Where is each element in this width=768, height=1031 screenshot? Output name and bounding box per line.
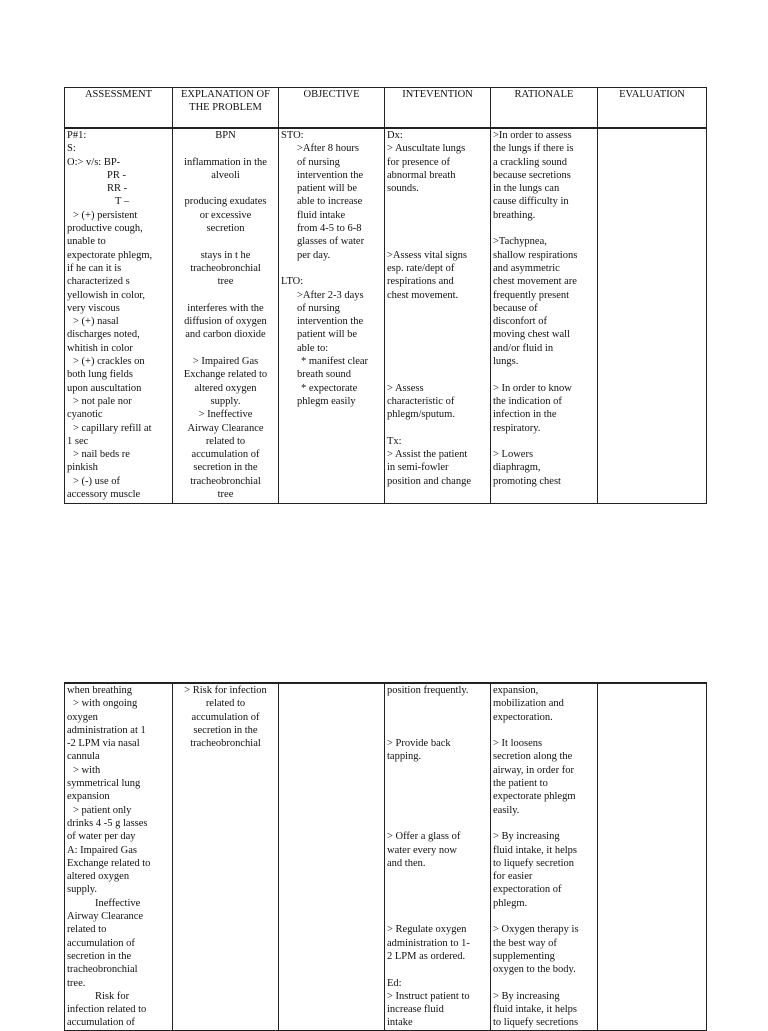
cell-line: supply. [210, 395, 241, 407]
cell-line: esp. rate/dept of [387, 262, 455, 274]
cell-line: supplementing [493, 950, 555, 962]
cell-line: secretion along the [493, 751, 573, 763]
evaluation-cell [598, 128, 707, 504]
cell-line: airway, in order for [493, 764, 574, 776]
cell-line: able to increase [297, 196, 363, 208]
cell-line: -2 LPM via nasal [67, 738, 140, 750]
cell-line [387, 963, 488, 976]
cell-line: of nursing [297, 156, 340, 168]
care-plan-row [65, 128, 707, 504]
cell-line: S: [67, 143, 76, 155]
cell-line: and carbon dioxide [185, 329, 266, 341]
cell-line: infection in the [493, 409, 557, 421]
care-plan-page-1 [64, 87, 706, 504]
cell-line: > By increasing [493, 831, 560, 843]
cell-line: oxygen to the body. [493, 964, 576, 976]
cell-line: > By increasing [493, 990, 560, 1002]
cell-line [387, 328, 488, 341]
cell-line: Tx: [387, 435, 402, 447]
cell-line: breath sound [297, 369, 351, 381]
cell-line: accessory muscle [67, 489, 141, 501]
cell-line [387, 222, 488, 235]
cell-line: supply. [67, 884, 97, 896]
cell-line: to liquefy secretion [493, 857, 575, 869]
cell-line: Ineffective [95, 897, 141, 909]
cell-line: Ed: [387, 977, 402, 989]
cell-line [493, 368, 595, 381]
cell-line: position and change [387, 475, 471, 487]
cell-line: characterized s [67, 276, 130, 288]
cell-line: glasses of water [297, 236, 365, 248]
cell-line: > (+) nasal [73, 316, 119, 328]
cell-line: and asymmetric [493, 262, 560, 274]
intervention-cell [385, 128, 491, 504]
cell-line: patient will be [297, 329, 358, 341]
header-evaluation: EVALUATION [598, 88, 707, 129]
cell-line: > Provide back [387, 738, 451, 750]
cell-line: O:> v/s: BP- [67, 156, 121, 168]
cell-line [387, 724, 488, 737]
cell-line: STO: [281, 130, 304, 141]
cell-line: when breathing [67, 685, 133, 696]
cell-line: very viscous [67, 302, 120, 314]
cell-line: tracheobronchial [190, 475, 261, 487]
cell-line [387, 422, 488, 435]
cell-line [387, 355, 488, 368]
cell-line: intervention the [297, 169, 364, 181]
rationale-cell [491, 683, 598, 1030]
cell-line: and/or fluid in [493, 342, 554, 354]
cell-line: because secretions [493, 169, 571, 181]
cell-line [387, 235, 488, 248]
nursing-care-plan-table [64, 87, 707, 504]
cell-line: oxygen [67, 711, 98, 723]
cell-line: 1 sec [67, 435, 89, 447]
cell-line: both lung fields [67, 369, 133, 381]
cell-line [175, 289, 276, 302]
cell-line: tree [217, 276, 234, 288]
cell-line [387, 302, 488, 315]
cell-line: Airway Clearance [67, 911, 144, 923]
cell-line: accumulation of [67, 1017, 135, 1029]
cell-line [281, 262, 382, 275]
cell-line: > nail beds re [73, 449, 130, 461]
cell-line: able to: [297, 342, 329, 354]
header-objective: OBJECTIVE [279, 88, 385, 129]
cell-line: yellowish in color, [67, 289, 146, 301]
cell-line [387, 817, 488, 830]
cell-line: > Assess [387, 382, 424, 394]
cell-line: > Offer a glass of [387, 831, 461, 843]
cell-line [387, 711, 488, 724]
cell-line: fluid intake, it helps [493, 844, 577, 856]
cell-line: if he can it is [67, 262, 122, 274]
cell-line: abnormal breath [387, 169, 456, 181]
cell-line: accumulation of [191, 449, 260, 461]
cell-line: Risk for [95, 990, 130, 1002]
cell-line: water every now [387, 844, 457, 856]
cell-line: increase fluid [387, 1004, 444, 1016]
explanation-cell [173, 683, 279, 1030]
cell-line: patient will be [297, 183, 358, 195]
cell-line: diffusion of oxygen [184, 316, 267, 328]
cell-line: > (+) crackles on [73, 356, 145, 368]
header-rationale: RATIONALE [491, 88, 598, 129]
cell-line: respirations and [387, 276, 454, 288]
cell-line [387, 195, 488, 208]
cell-line: tracheobronchial [190, 738, 261, 750]
cell-line: breathing. [493, 209, 536, 221]
cell-line [387, 315, 488, 328]
cell-line: >Assess vital signs [387, 249, 468, 261]
cell-line: fluid intake, it helps [493, 1004, 577, 1016]
cell-line: chest movement. [387, 289, 459, 301]
nursing-care-plan-table-continued [64, 682, 707, 1031]
cell-line: > Impaired Gas [192, 356, 259, 368]
cell-line: tracheobronchial [190, 262, 261, 274]
rationale-cell [491, 128, 598, 504]
cell-line: expectorate phlegm [493, 791, 576, 803]
cell-line [175, 342, 276, 355]
cell-line: the patient to [493, 778, 548, 790]
cell-line [175, 142, 276, 155]
cell-line [387, 764, 488, 777]
cell-line: > patient only [73, 804, 132, 816]
cell-line: PR - [107, 169, 126, 181]
cell-line: tapping. [387, 751, 422, 763]
cell-line: related to [67, 924, 107, 936]
cell-line: T – [115, 196, 130, 208]
cell-line: secretion in the [67, 950, 132, 962]
cell-line: * manifest clear [301, 356, 369, 368]
cell-line: whitish in color [67, 342, 133, 354]
cell-line: Exchange related to [183, 369, 268, 381]
cell-line: accumulation of [191, 711, 260, 723]
cell-line: intake [387, 1017, 413, 1029]
cell-line: secretion in the [193, 724, 258, 736]
cell-line: > Ineffective [198, 409, 253, 421]
cell-line: Exchange related to [67, 857, 151, 869]
cell-line: chest movement are [493, 276, 577, 288]
cell-line: BPN [215, 130, 236, 141]
cell-line: tree [217, 489, 234, 501]
cell-line: symmetrical lung [67, 778, 141, 790]
cell-line [387, 897, 488, 910]
cell-line: because of [493, 302, 538, 314]
explanation-cell [173, 128, 279, 504]
cell-line: phlegm easily [297, 395, 356, 407]
cell-line [175, 182, 276, 195]
cell-line: related to [205, 698, 246, 710]
cell-line: intervention the [297, 316, 364, 328]
cell-line [493, 724, 595, 737]
cell-line: > Instruct patient to [387, 990, 470, 1002]
cell-line [387, 342, 488, 355]
cell-line [387, 804, 488, 817]
assessment-cell [65, 683, 173, 1030]
cell-line: tree. [67, 977, 86, 989]
cell-line: for presence of [387, 156, 450, 168]
cell-line [387, 883, 488, 896]
cell-line [387, 697, 488, 710]
cell-line: > not pale nor [73, 395, 132, 407]
cell-line: a crackling sound [493, 156, 568, 168]
cell-line: LTO: [281, 276, 304, 288]
cell-line: secretion in the [193, 462, 258, 474]
cell-line: accumulation of [67, 937, 135, 949]
cell-line: the indication of [493, 395, 562, 407]
objective-cell [279, 128, 385, 504]
cell-line: the best way of [493, 937, 557, 949]
cell-line: diaphragm, [493, 462, 541, 474]
cell-line: A: Impaired Gas [67, 844, 137, 856]
care-plan-page-2 [64, 682, 706, 1029]
cell-line: >After 2-3 days [297, 289, 364, 301]
cell-line: > (+) persistent [73, 209, 138, 221]
cell-line: position frequently. [387, 685, 469, 696]
cell-line: interferes with the [187, 302, 264, 314]
cell-line: >After 8 hours [297, 143, 359, 155]
cell-line: * expectorate [301, 382, 358, 394]
cell-line: moving chest wall [493, 329, 570, 341]
cell-line: infection related to [67, 1004, 147, 1016]
cell-line: expansion [67, 791, 110, 803]
cell-line: unable to [67, 236, 106, 248]
cell-line: > Lowers [493, 449, 534, 461]
cell-line: producing exudates [184, 196, 267, 208]
cell-line: upon auscultation [67, 382, 142, 394]
objective-cell [279, 683, 385, 1030]
cell-line: P#1: [67, 130, 87, 141]
cell-line: expectoration. [493, 711, 553, 723]
cell-line: in semi-fowler [387, 462, 449, 474]
cell-line: Dx: [387, 130, 403, 141]
cell-line [493, 910, 595, 923]
cell-line: of nursing [297, 302, 340, 314]
cell-line: characteristic of [387, 395, 455, 407]
cell-line: > Regulate oxygen [387, 924, 467, 936]
cell-line: stays in t he [200, 249, 251, 261]
cell-line [493, 222, 595, 235]
cell-line: or excessive [199, 209, 252, 221]
cell-line: altered oxygen [194, 382, 257, 394]
header-explanation: EXPLANATION OF THE PROBLEM [173, 88, 279, 129]
cell-line [387, 910, 488, 923]
cell-line: > (-) use of [73, 475, 121, 487]
cell-line: frequently present [493, 289, 570, 301]
cell-line: RR - [107, 183, 128, 195]
cell-line: > Auscultate lungs [387, 143, 466, 155]
header-row [65, 88, 707, 129]
cell-line: >Tachypnea, [493, 236, 547, 248]
cell-line: shallow respirations [493, 249, 578, 261]
cell-line: > In order to know [493, 382, 572, 394]
cell-line: > It loosens [493, 738, 543, 750]
cell-line: to liquefy secretions [493, 1017, 579, 1029]
cell-line: related to [205, 435, 246, 447]
cell-line: lungs. [493, 356, 519, 368]
cell-line: > with [73, 764, 101, 776]
cell-line: > with ongoing [73, 698, 138, 710]
cell-line: expansion, [493, 685, 539, 696]
cell-line: expectoration of [493, 884, 562, 896]
cell-line: fluid intake [297, 209, 346, 221]
cell-line: the lungs if there is [493, 143, 574, 155]
assessment-cell [65, 128, 173, 504]
cell-line: expectorate phlegm, [67, 249, 153, 261]
cell-line: > capillary refill at [73, 422, 152, 434]
cell-line: administration at 1 [67, 724, 146, 736]
cell-line: Airway Clearance [187, 422, 264, 434]
cell-line: per day. [297, 249, 331, 261]
evaluation-cell [598, 683, 707, 1030]
cell-line: phlegm. [493, 897, 528, 909]
cell-line [387, 777, 488, 790]
cell-line: cause difficulty in [493, 196, 569, 208]
cell-line: drinks 4 -5 g lasses [67, 817, 148, 829]
cell-line [175, 235, 276, 248]
cell-line [387, 790, 488, 803]
cell-line: of water per day [67, 831, 136, 843]
cell-line [387, 209, 488, 222]
cell-line: administration to 1- [387, 937, 470, 949]
cell-line: and then. [387, 857, 426, 869]
cell-line: easily. [493, 804, 520, 816]
header-assessment: ASSESSMENT [65, 88, 173, 129]
cell-line [493, 977, 595, 990]
cell-line: respiratory. [493, 422, 541, 434]
intervention-cell [385, 683, 491, 1030]
cell-line: tracheobronchial [67, 964, 138, 976]
cell-line: cyanotic [67, 409, 103, 421]
cell-line: > Risk for infection [184, 685, 267, 696]
cell-line: alveoli [211, 169, 240, 181]
cell-line: mobilization and [493, 698, 564, 710]
header-intervention: INTEVENTION [385, 88, 491, 129]
cell-line: cannula [67, 751, 100, 763]
cell-line [387, 368, 488, 381]
cell-line: promoting chest [493, 475, 561, 487]
cell-line: disconfort of [493, 316, 547, 328]
cell-line: inflammation in the [184, 156, 267, 168]
cell-line: discharges noted, [67, 329, 140, 341]
cell-line: altered oxygen [67, 871, 130, 883]
cell-line: 2 LPM as ordered. [387, 950, 466, 962]
cell-line [387, 870, 488, 883]
care-plan-row [65, 683, 707, 1030]
cell-line: > Assist the patient [387, 449, 468, 461]
cell-line [493, 817, 595, 830]
cell-line: from 4-5 to 6-8 [297, 223, 362, 235]
cell-line: secretion [206, 223, 245, 235]
cell-line: >In order to assess [493, 130, 572, 141]
cell-line: productive cough, [67, 223, 143, 235]
cell-line: pinkish [67, 462, 98, 474]
cell-line [493, 435, 595, 448]
cell-line: in the lungs can [493, 183, 560, 195]
cell-line: for easier [493, 871, 533, 883]
cell-line: > Oxygen therapy is [493, 924, 579, 936]
cell-line: sounds. [387, 183, 419, 195]
cell-line: phlegm/sputum. [387, 409, 455, 421]
